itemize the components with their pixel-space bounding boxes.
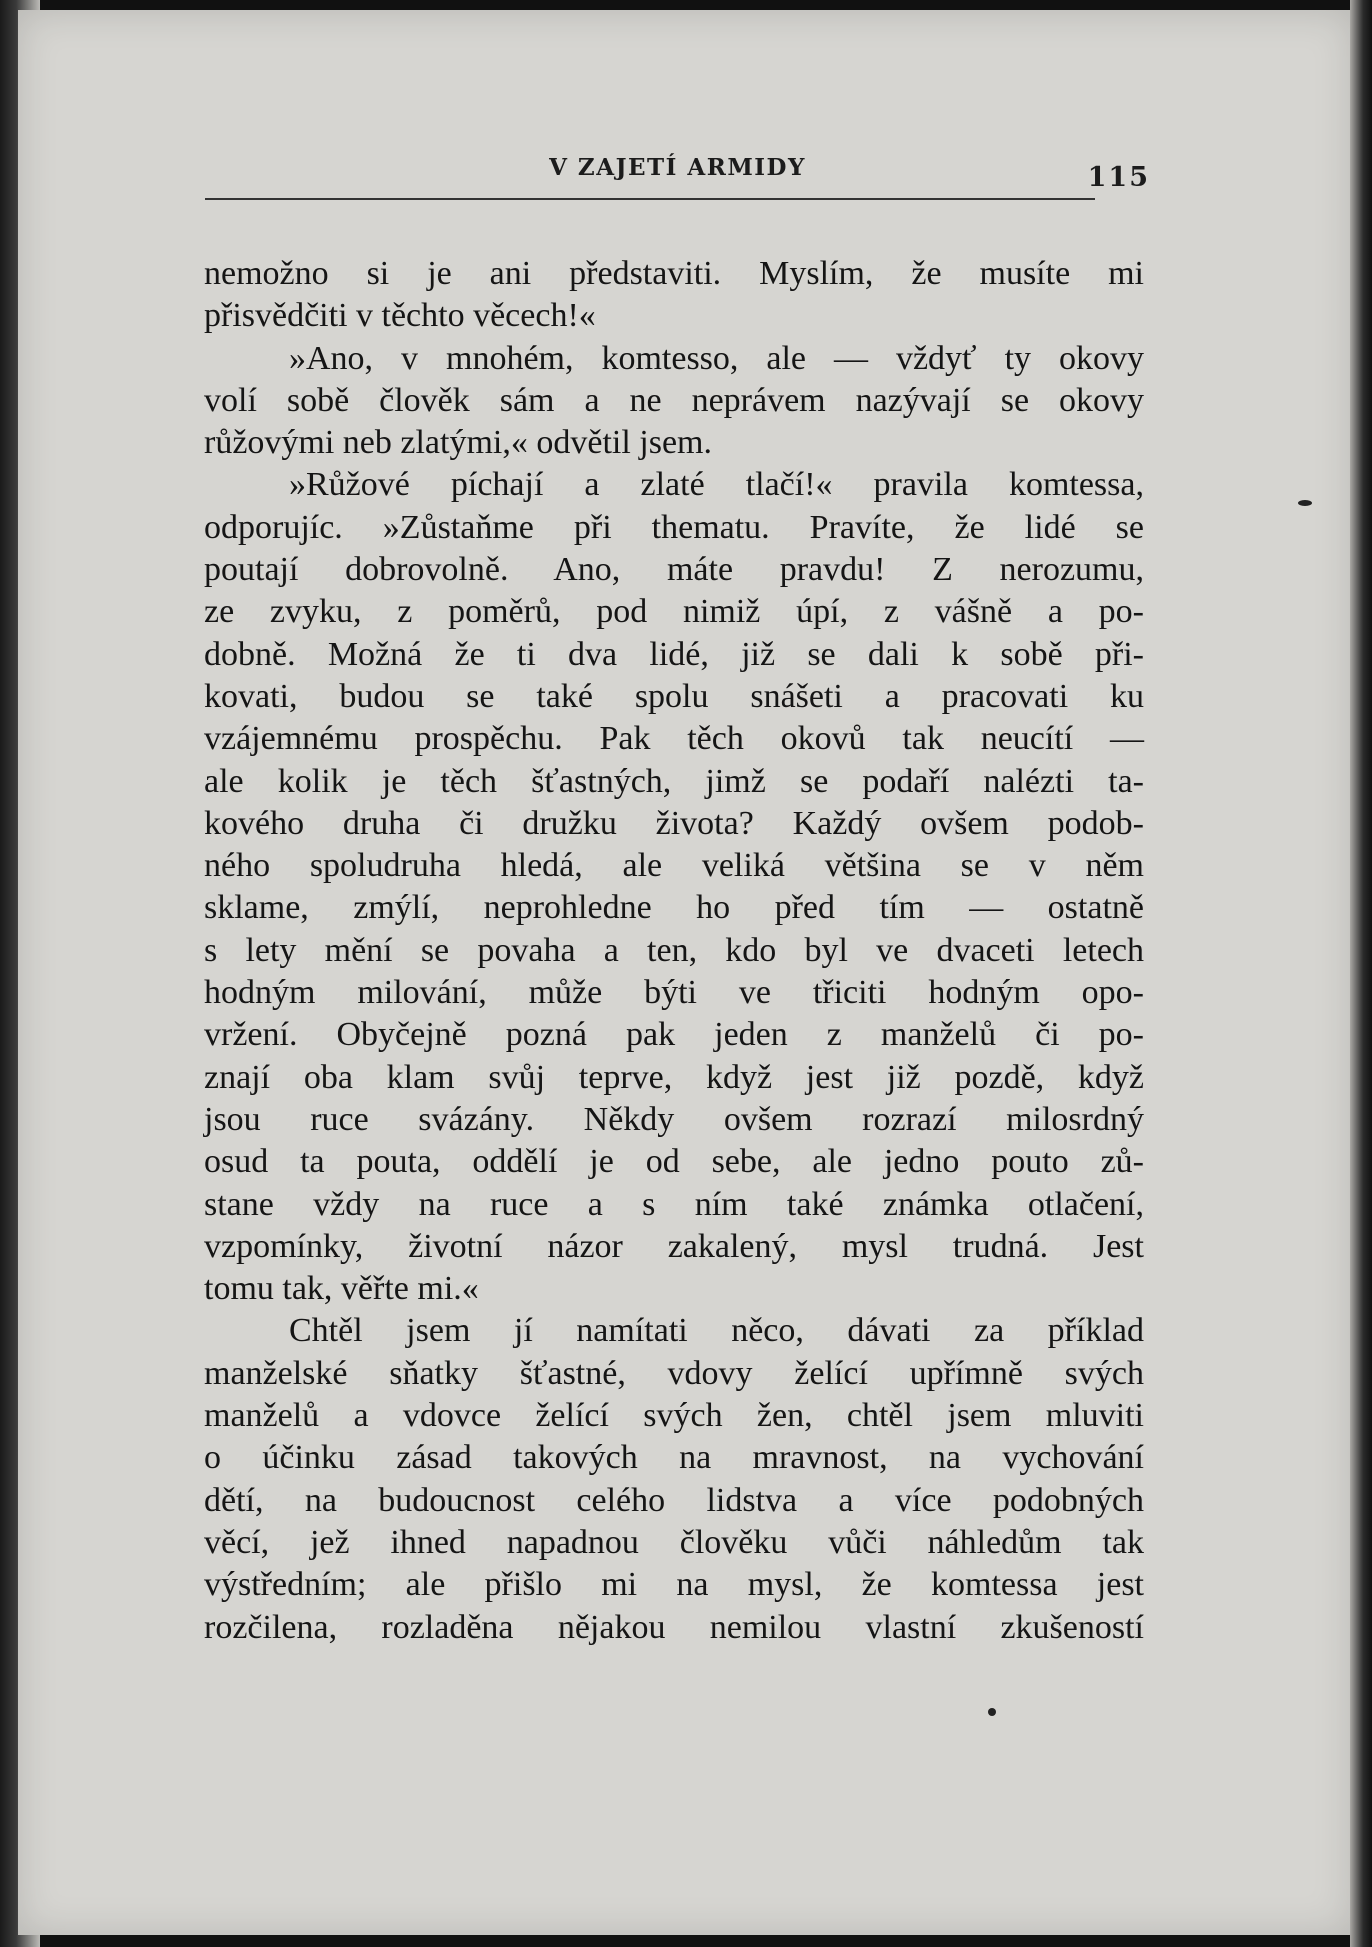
text-line: přisvědčiti v těchto věcech!«: [204, 297, 596, 335]
text-line: výstředním; ale přišlo mi na mysl, že komtessa jest: [204, 1566, 1144, 1604]
text-line: volí sobě člověk sám a ne neprávem nazývají se okovy: [204, 381, 1144, 419]
text-line: věcí, jež ihned napadnou člověku vůči náhledům tak: [204, 1523, 1144, 1561]
text-line: dětí, na budoucnost celého lidstva a více podobných: [204, 1481, 1144, 1519]
text-line: odporujíc. »Zůstaňme při thematu. Pravíte, že lidé se: [204, 508, 1144, 546]
text-line: stane vždy na ruce a s ním také známka otlačení,: [204, 1185, 1144, 1223]
text-line: ného spoludruha hledá, ale veliká většina se v něm: [204, 847, 1144, 885]
text-line: vzpomínky, životní názor zakalený, mysl trudná. Jest: [204, 1227, 1144, 1265]
ink-speck: [988, 1708, 996, 1716]
text-line: nemožno si je ani představiti. Myslím, že musíte mi: [204, 255, 1144, 292]
text-line: manželské sňatky šťastné, vdovy želící upřímně svých: [204, 1354, 1144, 1392]
text-line: vržení. Obyčejně pozná pak jeden z manželů či po-: [204, 1016, 1144, 1054]
text-line: vzájemnému prospěchu. Pak těch okovů tak neucítí —: [204, 720, 1144, 758]
text-line: dobně. Možná že ti dva lidé, již se dali k sobě při-: [204, 635, 1144, 673]
text-line: »Růžové píchají a zlaté tlačí!« pravila komtessa,: [289, 466, 1144, 504]
text-line: znají oba klam svůj teprve, když jest již pozdě, když: [204, 1058, 1144, 1096]
text-line: ze zvyku, z poměrů, pod nimiž úpí, z vášně a po-: [204, 593, 1144, 631]
text-line: ale kolik je těch šťastných, jimž se podaří nalézti ta-: [204, 762, 1144, 800]
text-line: »Ano, v mnohém, komtesso, ale — vždyť ty okovy: [289, 339, 1144, 377]
ink-speck: [1298, 500, 1312, 506]
text-line: tomu tak, věřte mi.«: [204, 1270, 479, 1308]
running-title: V ZAJETÍ ARMIDY: [549, 154, 806, 181]
text-line: sklame, zmýlí, neprohledne ho před tím — ostatně: [204, 889, 1144, 927]
text-line: kovati, budou se také spolu snášeti a pracovati ku: [204, 677, 1144, 715]
text-line: rozčilena, rozladěna nějakou nemilou vlastní zkušeností: [204, 1608, 1144, 1646]
text-line: manželů a vdovce želící svých žen, chtěl jsem mluviti: [204, 1397, 1144, 1435]
text-line: hodným milování, může býti ve třiciti hodným opo-: [204, 974, 1144, 1012]
page-header: [205, 154, 1150, 204]
text-line: poutají dobrovolně. Ano, máte pravdu! Z nerozumu,: [204, 551, 1144, 589]
text-line: osud ta pouta, oddělí je od sebe, ale jedno pouto zů-: [204, 1143, 1144, 1181]
text-line: růžovými neb zlatými,« odvětil jsem.: [204, 424, 713, 462]
text-line: o účinku zásad takových na mravnost, na vychování: [204, 1439, 1144, 1477]
text-line: kového druha či družku života? Každý ovšem podob-: [204, 804, 1144, 842]
text-line: Chtěl jsem jí namítati něco, dávati za příklad: [289, 1312, 1144, 1350]
page-edge-shadow: [1350, 0, 1372, 1947]
text-line: jsou ruce svázány. Někdy ovšem rozrazí milosrdný: [204, 1100, 1144, 1138]
body-text: [204, 253, 1144, 1649]
text-line: s lety mění se povaha a ten, kdo byl ve dvaceti letech: [204, 931, 1144, 969]
header-rule: [205, 198, 1095, 200]
page-number: 115: [1087, 162, 1150, 193]
